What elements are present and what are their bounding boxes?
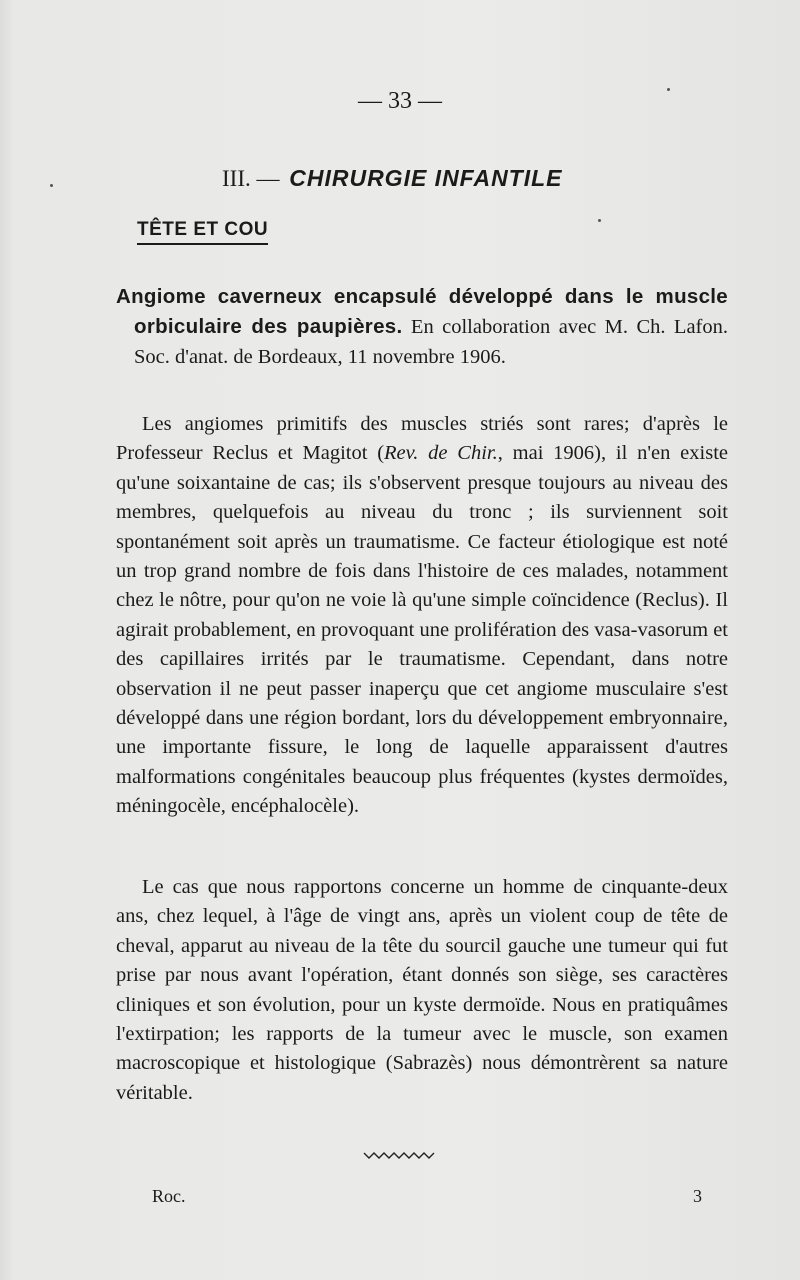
footer-signature: Roc. xyxy=(152,1186,186,1206)
ink-speck xyxy=(667,88,670,91)
footer-sheet-number: 3 xyxy=(693,1186,702,1206)
paragraph-1 xyxy=(116,410,728,822)
section-heading xyxy=(222,165,563,192)
paragraph-2 xyxy=(116,873,728,1108)
entry-details: En collaboration avec M. Ch. Lafon. Soc. d'anat. de Bordeaux, 11 novembre 1906. xyxy=(134,316,729,368)
entry-title: Angiome caverneux encapsulé développé dans le muscle orbiculaire des paupières. xyxy=(116,285,728,339)
section-title: CHIRURGIE INFANTILE xyxy=(289,165,563,191)
ink-speck xyxy=(50,184,53,187)
ink-speck xyxy=(598,219,601,222)
section-number: III. — xyxy=(222,166,280,191)
bibliography-entry xyxy=(116,282,728,372)
paragraph-1-rest: , mai 1906), il n'en existe qu'une soixantaine de cas; ils s'observent presque toujours au niveau des membres, quelquefois au niveau du tronc ; ils surviennent soit spontanément soit après un traumatisme. Ce facteur étiologique est noté un trop grand nombre de fois dans l'histoire de ces malades, notamment chez le nôtre, pour qu'on ne voie là qu'une simple coïncidence (Reclus). Il agirait probablement, en provoquant une prolifération des vasa-vasorum et des capillaires irrités par le traumatisme. Cependant, dans notre observation il ne peut passer inaperçu que cet angiome musculaire s'est développé dans une région bordant, lors du développement embryonnaire, une importante fissure, le long de laquelle apparaissent d'autres malformations congénitales beaucoup plus fréquentes (kystes dermoïdes, méningocèle, encéphalocèle). xyxy=(116,442,728,818)
page-number: — 33 — xyxy=(358,88,442,114)
citation: Rev. de Chir. xyxy=(384,442,498,465)
paragraph-2-text: Le cas que nous rapportons concerne un homme de cinquante-deux ans, chez lequel, à l'âge de vingt ans, après un violent coup de tête de cheval, apparut au niveau de la tête du sourcil gauche une tumeur qui fut prise par nous avant l'opération, étant donnés son siège, ses caractères cliniques et son évolution, pour un kyste dermoïde. Nous en pratiquâmes l'extirpation; les rapports de la tumeur avec le muscle, son examen macroscopique et histologique (Sabrazès) nous démontrèrent sa nature véritable. xyxy=(116,876,728,1104)
subheading: TÊTE ET COU xyxy=(137,219,268,245)
wavy-line-ornament-icon xyxy=(0,1148,800,1166)
paragraph-1-start: Les angiomes primitifs des muscles striés sont rares; d'après le Professeur Reclus et Magitot ( xyxy=(116,413,728,465)
